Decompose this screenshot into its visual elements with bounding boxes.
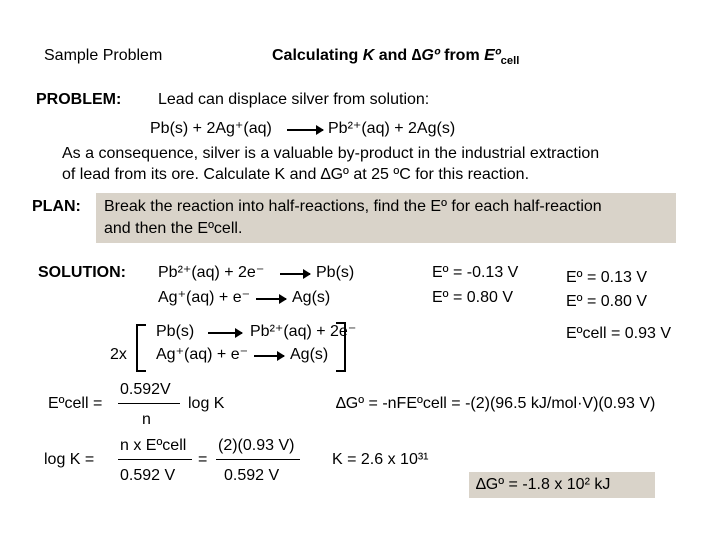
ecell-equation-lhs: Eºcell = — [48, 395, 103, 412]
half-reaction-2-left: Ag⁺(aq) + e⁻ — [158, 289, 251, 306]
title-text-1: Calculating — [272, 47, 363, 64]
oxidation-right: Pb²⁺(aq) + 2e⁻ — [250, 323, 357, 340]
logk-lhs: log K = — [44, 451, 95, 468]
multiplier: 2x — [110, 346, 127, 363]
ecell-fraction-line — [118, 403, 180, 404]
solution-label: SOLUTION: — [38, 264, 126, 281]
reduction-left: Ag⁺(aq) + e⁻ — [156, 346, 249, 363]
plan-line-1: Break the reaction into half-reactions, find the Eº for each half-reaction — [104, 198, 602, 215]
problem-label: PROBLEM: — [36, 91, 122, 108]
half-reaction-2-right: Ag(s) — [292, 289, 331, 306]
reaction-arrow — [287, 129, 323, 131]
oxidation-arrow — [208, 332, 242, 334]
slide-title — [272, 47, 520, 68]
e-value-1: Eº = -0.13 V — [432, 264, 519, 281]
title-k: K — [362, 47, 375, 64]
oxidation-left: Pb(s) — [156, 323, 195, 340]
logk-equals: = — [198, 451, 208, 468]
title-delta-g: ∆Gº — [411, 47, 440, 64]
title-text-2: and — [374, 47, 412, 64]
half-reaction-1-arrow — [280, 273, 310, 275]
e-cell-result: Eºcell = 0.93 V — [566, 325, 672, 342]
half-reaction-2-arrow — [256, 298, 286, 300]
half-reaction-1-left: Pb²⁺(aq) + 2e⁻ — [158, 264, 265, 281]
reduction-right: Ag(s) — [290, 346, 329, 363]
logk-numerator-2: (2)(0.93 V) — [218, 437, 295, 454]
ecell-equation-logk: log K — [188, 395, 225, 412]
logk-fraction-line-1 — [118, 459, 192, 460]
e-value-2: Eº = 0.80 V — [432, 289, 514, 306]
problem-intro: Lead can displace silver from solution: — [158, 91, 430, 108]
left-bracket — [136, 324, 146, 372]
reaction-products: Pb²⁺(aq) + 2Ag(s) — [328, 120, 456, 137]
problem-line-2: of lead from its ore. Calculate K and ∆Gº at 25 ºC for this reaction. — [62, 166, 530, 183]
reaction-reactants: Pb(s) + 2Ag⁺(aq) — [150, 120, 272, 137]
logk-fraction-line-2 — [216, 459, 300, 460]
plan-line-2: and then the Eºcell. — [104, 220, 243, 237]
ecell-equation-numerator: 0.592V — [120, 381, 171, 398]
title-cell-subscript: cell — [500, 55, 520, 68]
ecell-equation-denominator: n — [142, 411, 151, 428]
delta-g-result: ∆Gº = -1.8 x 10² kJ — [476, 476, 611, 493]
logk-denominator-2: 0.592 V — [224, 467, 280, 484]
delta-g-equation: ∆Gº = -nFEºcell = -(2)(96.5 kJ/mol·V)(0.93 V) — [336, 395, 656, 412]
problem-line-1: As a consequence, silver is a valuable by-product in the industrial extraction — [62, 145, 600, 162]
logk-numerator-1: n x Eºcell — [120, 437, 187, 454]
title-text-3: from — [439, 47, 485, 64]
sample-problem-label: Sample Problem — [44, 47, 163, 64]
title-e: Eº — [484, 47, 501, 64]
half-reaction-1-right: Pb(s) — [316, 264, 355, 281]
e-value-1-reversed: Eº = 0.13 V — [566, 269, 648, 286]
logk-denominator-1: 0.592 V — [120, 467, 176, 484]
plan-label: PLAN: — [32, 198, 81, 215]
k-result: K = 2.6 x 10³¹ — [332, 451, 429, 468]
e-value-2-copy: Eº = 0.80 V — [566, 293, 648, 310]
reduction-arrow — [254, 355, 284, 357]
